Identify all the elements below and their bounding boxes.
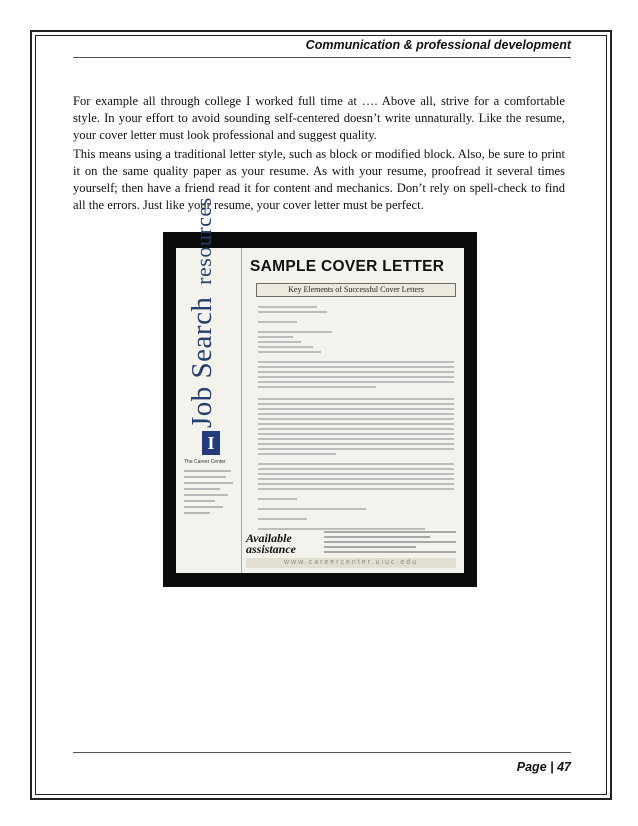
page-number: Page | 47 [516,760,571,774]
side-subtitle-text: resources [191,197,216,285]
letter-conclusion-lines [258,463,454,533]
side-title [186,197,219,428]
assistance-text-lines [324,531,456,556]
available-line-2: assistance [246,542,297,556]
side-text-lines [184,470,236,518]
letter-address-lines [258,306,454,366]
letter-body-lines [258,398,454,458]
side-panel [176,197,242,573]
sample-letter-page [176,197,464,573]
website-url: www.careercenter.uiuc.edu [246,558,456,568]
paragraph-1: For example all through college I worked full time at …. Above all, strive for a comfortable style. In your effort to avoid sounding self-centered doesn’t write unnaturally. Like the resume, your cover letter must look professional and suggest quality. [73,94,565,142]
footer-rule [73,752,571,753]
paragraph-2: This means using a traditional letter style, such as block or modified block. Also, be sure to print it on the same quality paper as your resume. As with your resume, proofread it several times yourself; then have a friend read it for content and mechanics. Don’t rely on spell-check to find all the errors. Just like your resume, your cover letter must be perfect. [73,147,565,212]
sample-letter-subheading: Key Elements of Successful Cover Letters [256,283,456,297]
sample-letter-heading: SAMPLE COVER LETTER [250,258,445,275]
available-line-1: Available [246,531,292,545]
available-assistance-label [246,533,296,555]
sample-cover-letter-image [163,197,477,587]
side-caption: The Career Center [184,459,226,465]
header-rule [73,57,571,58]
running-header: Communication & professional development [305,38,571,52]
letter-intro-lines [258,361,454,391]
university-logo-icon: I [202,431,220,455]
side-title-text: Job Search [186,296,218,428]
